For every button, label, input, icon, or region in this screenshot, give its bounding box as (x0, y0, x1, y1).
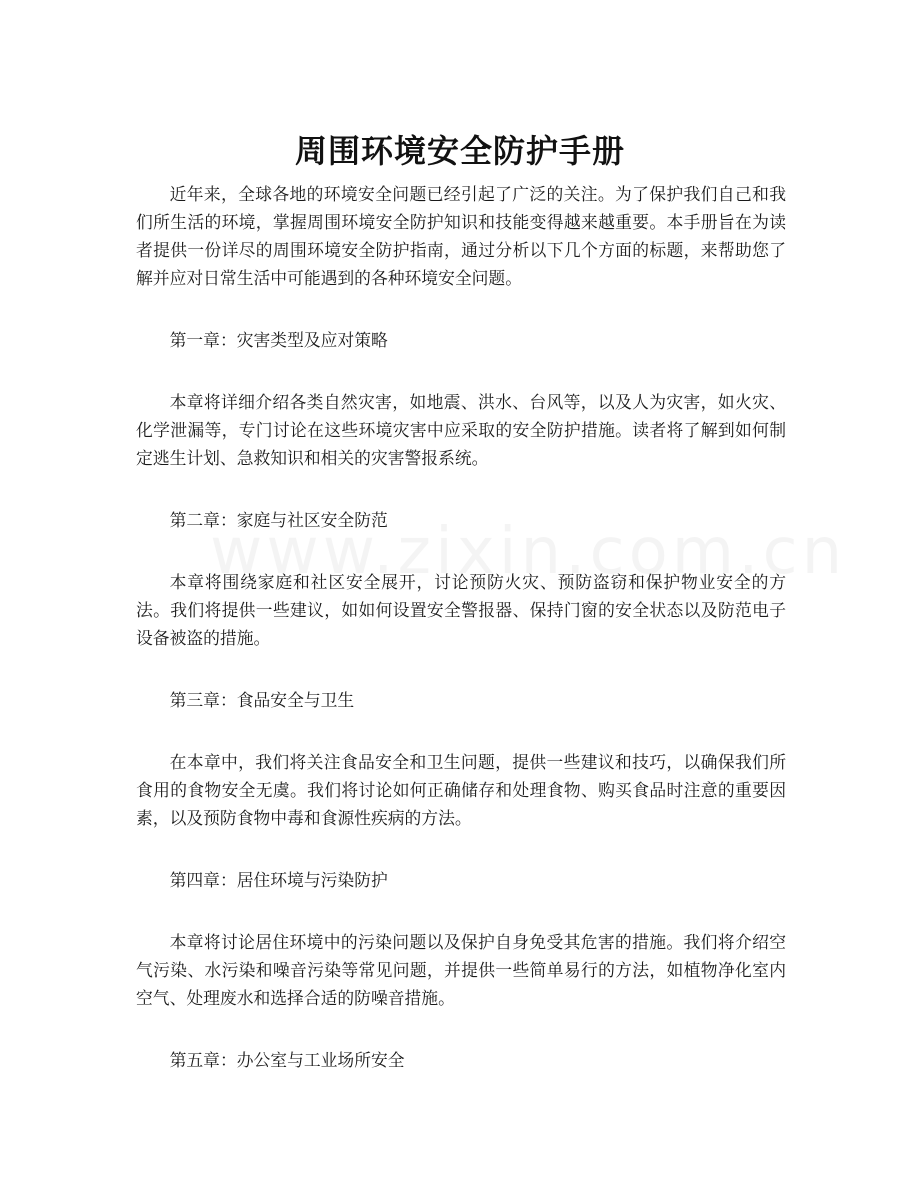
chapter-1-paragraph: 本章将详细介绍各类自然灾害，如地震、洪水、台风等，以及人为灾害，如火灾、化学泄漏等，专门讨论在这些环境灾害中应采取的安全防护措施。读者将了解到如何制定逃生计划、急救知识和相关的灾害警报系统。 (136, 392, 786, 468)
document-title: 周围环境安全防护手册 (294, 132, 625, 171)
intro-paragraph: 近年来，全球各地的环境安全问题已经引起了广泛的关注。为了保护我们自己和我们所生活的环境，掌握周围环境安全防护知识和技能变得越来越重要。本手册旨在为读者提供一份详尽的周围环境安全防护指南，通过分析以下几个方面的标题，来帮助您了解并应对日常生活中可能遇到的各种环境安全问题。 (136, 184, 786, 288)
chapter-4-paragraph: 本章将讨论居住环境中的污染问题以及保护自身免受其危害的措施。我们将介绍空气污染、水污染和噪音污染等常见问题，并提供一些简单易行的方法，如植物净化室内空气、处理废水和选择合适的防噪音措施。 (136, 932, 786, 1008)
chapter-3-heading: 第三章：食品安全与卫生 (169, 690, 355, 710)
chapter-3-paragraph: 在本章中，我们将关注食品安全和卫生问题，提供一些建议和技巧，以确保我们所食用的食物安全无虞。我们将讨论如何正确储存和处理食物、购买食品时注意的重要因素，以及预防食物中毒和食源性疾病的方法。 (136, 752, 786, 828)
document-body (136, 180, 786, 1074)
chapter-5-heading: 第五章：办公室与工业场所安全 (169, 1050, 405, 1070)
chapter-2-paragraph: 本章将围绕家庭和社区安全展开，讨论预防火灾、预防盗窃和保护物业安全的方法。我们将提供一些建议，如如何设置安全警报器、保持门窗的安全状态以及防范电子设备被盗的措施。 (136, 572, 786, 648)
chapter-1-heading: 第一章：灾害类型及应对策略 (169, 330, 388, 350)
chapter-2-heading: 第二章：家庭与社区安全防范 (169, 510, 388, 530)
chapter-4-heading: 第四章：居住环境与污染防护 (169, 870, 388, 890)
